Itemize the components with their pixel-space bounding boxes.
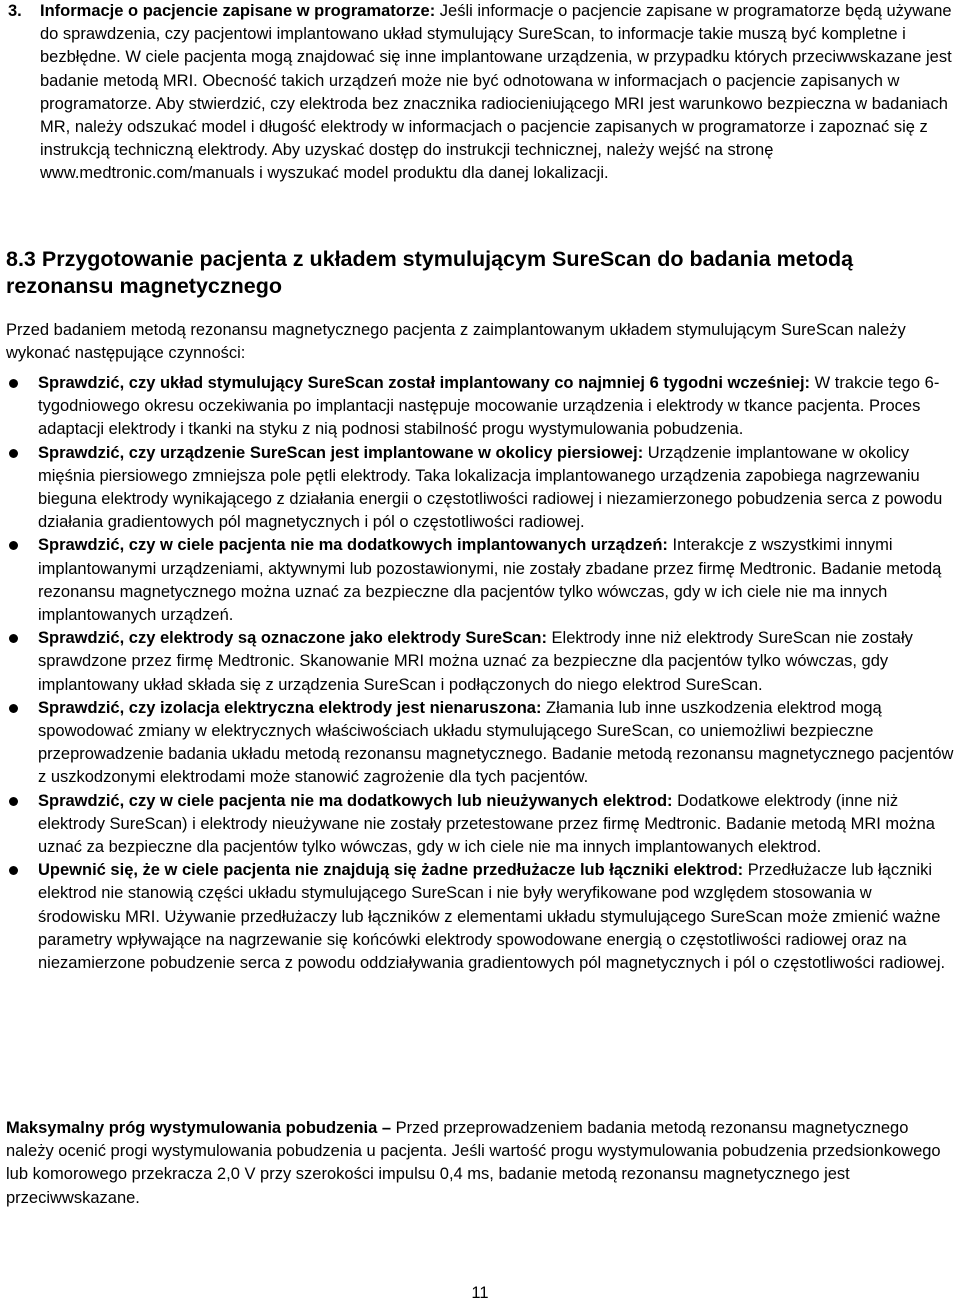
bullet-title: Sprawdzić, czy izolacja elektryczna elektrody jest nienaruszona: <box>38 698 542 717</box>
bullet-icon <box>6 790 38 860</box>
bullet-text: Złamania lub inne uszkodzenia elektrod mogą spowodować zmiany w elektrycznych właściwościach układu stymulującego SureScan, co uniemożliwi bezpieczne przeprowadzenie badania układu metodą rezonansu magnetycznego. Badanie metodą rezonansu magnetycznego pacjentów z uszkodzonymi elektrodami może stanowić zagrożenie dla tych pacjentów. <box>38 698 954 787</box>
section-intro: Przed badaniem metodą rezonansu magnetycznego pacjenta z zaimplantowanym układem stymulującym SureScan należy wykonać następujące czynności: <box>6 321 906 363</box>
bullet-text: Urządzenie implantowane w okolicy mięśnia piersiowego zmniejsza pole pętli elektrody. Taka lokalizacja implantowanego urządzenia zapobiega nagrzewaniu bieguna elektrody wynikającego z działania energii o częstotliwości radiowej i niezamierzonego pobudzenia serca z powodu działania gradientowych pól magnetycznych i pól o częstotliwości radiowej. <box>38 443 943 532</box>
threshold-title: Maksymalny próg wystymulowania pobudzenia – <box>6 1119 392 1137</box>
bullet-text: Przedłużacze lub łączniki elektrod nie stanowią części układu stymulującego SureScan i nie były weryfikowane pod względem stosowania w środowisku MRI. Używanie przedłużaczy lub łączników z elementami układu stymulującego SureScan może zmienić ważne parametry wpływające na nagrzewanie się końcówki elektrody spowodowane energią o częstotliwości radiowej oraz na niezamierzone pobudzenie serca z powodu oddziaływania gradientowych pól magnetycznych i pól o częstotliwości radiowej. <box>38 861 946 973</box>
bullet-title: Upewnić się, że w ciele pacjenta nie znajdują się żadne przedłużacze lub łączniki elektrod: <box>38 861 744 880</box>
list-item <box>6 534 956 627</box>
list-item <box>6 627 956 697</box>
list-item <box>6 697 956 790</box>
bullet-title: Sprawdzić, czy w ciele pacjenta nie ma dodatkowych implantowanych urządzeń: <box>38 536 668 555</box>
item-number: 3. <box>8 2 22 20</box>
list-item <box>6 372 956 442</box>
section-heading: 8.3 Przygotowanie pacjenta z układem stymulującym SureScan do badania metodą rezonansu magnetycznego <box>6 247 854 298</box>
bullet-icon <box>6 627 38 697</box>
page-number: 11 <box>471 1284 489 1302</box>
bullet-title: Sprawdzić, czy układ stymulujący SureScan został implantowany co najmniej 6 tygodni wcześniej: <box>38 374 811 392</box>
bullet-text: Elektrody inne niż elektrody SureScan nie zostały sprawdzone przez firmę Medtronic. Skanowanie MRI można uznać za bezpieczne dla pacjentów tylko wówczas, gdy implantowany układ składa się z urządzenia SureScan i podłączonych do niego elektrod SureScan. <box>38 629 913 694</box>
bullet-icon <box>6 372 38 442</box>
bullet-icon <box>6 534 38 627</box>
threshold-text: Przed przeprowadzeniem badania metodą rezonansu magnetycznego należy ocenić progi wystymulowania pobudzenia u pacjenta. Jeśli wartość progu wystymulowania pobudzenia przedsionkowego lub komorowego przekracza 2,0 V przy szerokości impulsu 0,4 ms, badanie metodą rezonansu magnetycznego jest przeciwwskazane. <box>6 1119 941 1207</box>
numbered-item-3 <box>8 0 956 186</box>
bullet-text: Interakcje z wszystkimi innymi implantowanymi urządzeniami, aktywnymi lub pozostawionymi, nie zostały zbadane przez firmę Medtronic. Badanie metodą rezonansu magnetycznego można uznać za bezpieczne dla pacjentów tylko wówczas, gdy w ich ciele nie ma innych implantowanych urządzeń. <box>38 536 942 625</box>
threshold-paragraph <box>6 1117 954 1210</box>
bullet-icon <box>6 442 38 535</box>
list-item <box>6 442 956 535</box>
bullet-title: Sprawdzić, czy urządzenie SureScan jest implantowane w okolicy piersiowej: <box>38 443 644 462</box>
item-body <box>40 0 956 186</box>
bullet-title: Sprawdzić, czy w ciele pacjenta nie ma dodatkowych lub nieużywanych elektrod: <box>38 791 673 810</box>
item-title: Informacje o pacjencie zapisane w programatorze: <box>40 2 436 20</box>
list-item <box>6 790 956 860</box>
bullet-text: W trakcie tego 6-tygodniowego okresu oczekiwania po implantacji następuje mocowanie urządzenia i elektrody w tkance pacjenta. Proces adaptacji elektrody i tkanki na styku z nią podnosi stabilność progu wystymulowania pobudzenia. <box>38 374 940 439</box>
bullet-icon <box>6 697 38 790</box>
bullet-list <box>6 372 956 975</box>
list-item <box>6 859 956 975</box>
bullet-icon <box>6 859 38 975</box>
bullet-text: Dodatkowe elektrody (inne niż elektrody SureScan) i elektrody nieużywane nie zostały przetestowane przez firmę Medtronic. Badanie metodą MRI można uznać za bezpieczne dla pacjentów tylko wówczas, gdy w ich ciele nie ma innych implantowanych elektrod. <box>38 791 935 857</box>
item-text: Jeśli informacje o pacjencie zapisane w programatorze będą używane do sprawdzenia, czy pacjentowi implantowano układ stymulujący SureScan, to informacje takie muszą być kompletne i bezbłędne. W ciele pacjenta mogą znajdować się inne implantowane urządzenia, w przypadku których przeciwwskazane jest badanie metodą MRI. Obecność takich urządzeń może nie być odnotowana w informacjach o pacjencie zapisanych w programatorze. Aby stwierdzić, czy elektroda bez znacznika radiocieniującego MRI jest warunkowo bezpieczna w badaniach MR, należy odszukać model i długość elektrody w informacjach o pacjencie zapisanych w programatorze i zapoznać się z instrukcją techniczną elektrody. Aby uzyskać dostęp do instrukcji technicznej, należy wejść na stronę www.medtronic.com/manuals i wyszukać model produktu dla danej lokalizacji. <box>40 2 952 183</box>
bullet-title: Sprawdzić, czy elektrody są oznaczone jako elektrody SureScan: <box>38 629 547 648</box>
